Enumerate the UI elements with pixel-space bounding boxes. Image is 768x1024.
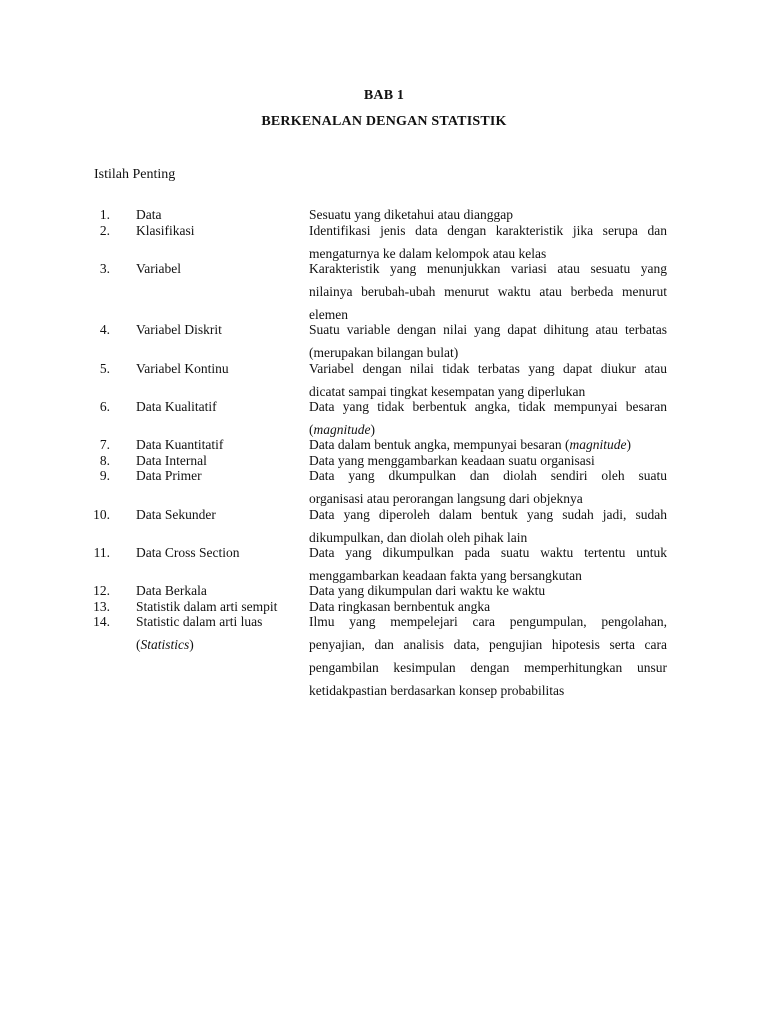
term-definition (309, 468, 667, 507)
term-number: 9. (99, 468, 110, 483)
definition-line: Ilmu yang mempelejari cara pengumpulan, pengolahan, (309, 614, 667, 629)
term-number: 1. (99, 207, 110, 222)
definition-line: (merupakan bilangan bulat) (309, 345, 459, 360)
definition-line: Karakteristik yang menunjukkan variasi atau sesuatu yang (309, 261, 667, 276)
definition-line: Sesuatu yang diketahui atau dianggap (309, 207, 513, 222)
term-name: Data Internal (136, 453, 207, 468)
chapter-title: BERKENALAN DENGAN STATISTIK (261, 114, 507, 129)
term-name: Data Sekunder (136, 507, 216, 522)
term-definition (309, 453, 667, 469)
definition-line: Suatu variable dengan nilai yang dapat dihitung atau terbatas (309, 322, 667, 337)
term-number: 10. (93, 507, 110, 522)
term-name: Statistic dalam arti luas (Statistics) (136, 614, 306, 653)
term-number: 11. (93, 545, 110, 560)
section-label: Istilah Penting (94, 167, 176, 182)
definition-line: mengaturnya ke dalam kelompok atau kelas (309, 246, 547, 261)
definition-line: ketidakpastian berdasarkan konsep probabilitas (309, 683, 565, 698)
definition-line: pengambilan kesimpulan dengan memperhitungkan unsur (309, 660, 667, 675)
definition-line: Data yang dikumpulan dari waktu ke waktu (309, 583, 546, 598)
term-name: Data Primer (136, 468, 202, 483)
definition-line: dicatat sampai tingkat kesempatan yang diperlukan (309, 384, 586, 399)
term-definition (309, 223, 667, 262)
term-name: Variabel (136, 261, 181, 276)
term-number: 14. (93, 614, 110, 629)
term-definition (309, 599, 667, 615)
term-definition (309, 507, 667, 546)
definition-line: menggambarkan keadaan fakta yang bersangkutan (309, 568, 582, 583)
term-definition (309, 437, 667, 453)
definition-line: organisasi atau perorangan langsung dari objeknya (309, 491, 583, 506)
term-number: 13. (93, 599, 110, 614)
term-number: 5. (99, 361, 110, 376)
definition-line: Data dalam bentuk angka, mempunyai besaran (magnitude) (309, 437, 632, 452)
term-name: Data Kuantitatif (136, 437, 224, 452)
definition-line: (magnitude) (309, 422, 375, 437)
definition-line: dikumpulkan, dan diolah oleh pihak lain (309, 530, 528, 545)
definition-line: Data yang diperoleh dalam bentuk yang sudah jadi, sudah (309, 507, 667, 522)
definition-line: Variabel dengan nilai tidak terbatas yang dapat diukur atau (309, 361, 667, 376)
term-definition (309, 545, 667, 584)
term-number: 7. (99, 437, 110, 452)
definition-line: penyajian, dan analisis data, pengujian hipotesis serta cara (309, 637, 667, 652)
definition-line: Data ringkasan bernbentuk angka (309, 599, 491, 614)
term-number: 8. (99, 453, 110, 468)
term-name: Data Berkala (136, 583, 207, 598)
term-name: Data Cross Section (136, 545, 240, 560)
term-number: 12. (93, 583, 110, 598)
term-definition (309, 614, 667, 699)
term-name: Statistik dalam arti sempit (136, 599, 278, 614)
term-number: 4. (99, 322, 110, 337)
term-name: Data Kualitatif (136, 399, 217, 414)
term-name: Variabel Kontinu (136, 361, 229, 376)
term-number: 3. (99, 261, 110, 276)
term-subname: (Statistics) (136, 637, 194, 652)
definition-line: Identifikasi jenis data dengan karakteristik jika serupa dan (309, 223, 667, 238)
term-definition (309, 261, 667, 323)
term-definition (309, 207, 667, 223)
term-definition (309, 322, 667, 361)
definition-line: nilainya berubah-ubah menurut waktu atau berbeda menurut (309, 284, 667, 299)
definition-line: elemen (309, 307, 348, 322)
chapter-heading: BAB 1 (363, 88, 405, 103)
definition-line: Data yang tidak berbentuk angka, tidak mempunyai besaran (309, 399, 667, 414)
term-name: Variabel Diskrit (136, 322, 222, 337)
term-definition (309, 583, 667, 599)
term-number: 6. (99, 399, 110, 414)
term-definition (309, 361, 667, 400)
term-number: 2. (99, 223, 110, 238)
term-name: Data (136, 207, 162, 222)
definition-line: Data yang dikumpulkan pada suatu waktu tertentu untuk (309, 545, 667, 560)
term-definition (309, 399, 667, 438)
definition-line: Data yang dkumpulkan dan diolah sendiri oleh suatu (309, 468, 667, 483)
definition-line: Data yang menggambarkan keadaan suatu organisasi (309, 453, 595, 468)
term-name: Klasifikasi (136, 223, 195, 238)
